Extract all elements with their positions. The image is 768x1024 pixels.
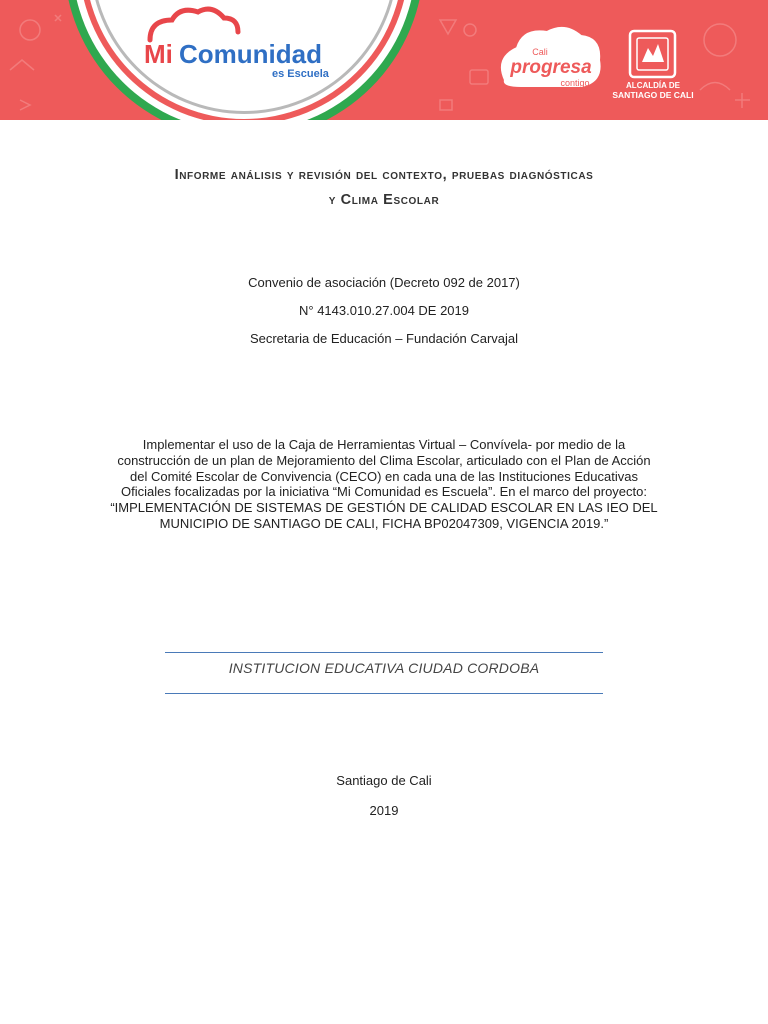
title-line-1: Informe análisis y revisión del contexto, pruebas diagnósticas bbox=[174, 167, 594, 183]
convenio-number: N° 4143.010.27.004 DE 2019 bbox=[299, 303, 469, 318]
seal-line1: ALCALDÍA DE bbox=[626, 81, 680, 90]
badge-top-text: Cali bbox=[532, 47, 548, 57]
document-title bbox=[60, 163, 708, 213]
logo-sub-text: es Escuela bbox=[272, 68, 329, 80]
convenio-block bbox=[60, 269, 708, 353]
objective-paragraph: Implementar el uso de la Caja de Herramientas Virtual – Convívela- por medio de la construcción de un plan de Mejoramiento del Clima Escolar, articulado con el Plan de Acción del Comité Escolar de Convivencia (CECO) en cada una de las Instituciones Educativas Oficiales focalizadas por la iniciativa “Mi Comunidad es Escuela”. En el marco del proyecto: “IMPLEMENTACIÓN DE SISTEMAS DE GESTIÓN DE CALIDAD ESCOLAR EN LAS IEO DEL MUNICIPIO DE SANTIAGO DE CALI, FICHA BP02047309, VIGENCIA 2019.” bbox=[110, 437, 658, 531]
institution-name: INSTITUCION EDUCATIVA CIUDAD CORDOBA bbox=[228, 660, 540, 676]
logo-main-text: Comunidad bbox=[179, 39, 322, 69]
badge-main-text: progresa bbox=[510, 57, 592, 78]
institution-top-rule bbox=[165, 652, 603, 653]
convenio-line: Convenio de asociación (Decreto 092 de 2017) bbox=[248, 275, 520, 290]
place-date-block bbox=[60, 766, 708, 826]
seal-line2: SANTIAGO DE CALI bbox=[612, 90, 694, 100]
institution-bottom-rule bbox=[165, 693, 603, 694]
city-text: Santiago de Cali bbox=[336, 773, 432, 788]
header-banner bbox=[0, 0, 768, 160]
year-text: 2019 bbox=[369, 803, 399, 818]
badge-sub-text: contigo bbox=[560, 78, 590, 88]
convenio-parties: Secretaria de Educación – Fundación Carvajal bbox=[249, 331, 519, 346]
title-line-2: y Clima Escolar bbox=[328, 192, 440, 208]
logo-mi-text: Mi bbox=[144, 39, 173, 69]
